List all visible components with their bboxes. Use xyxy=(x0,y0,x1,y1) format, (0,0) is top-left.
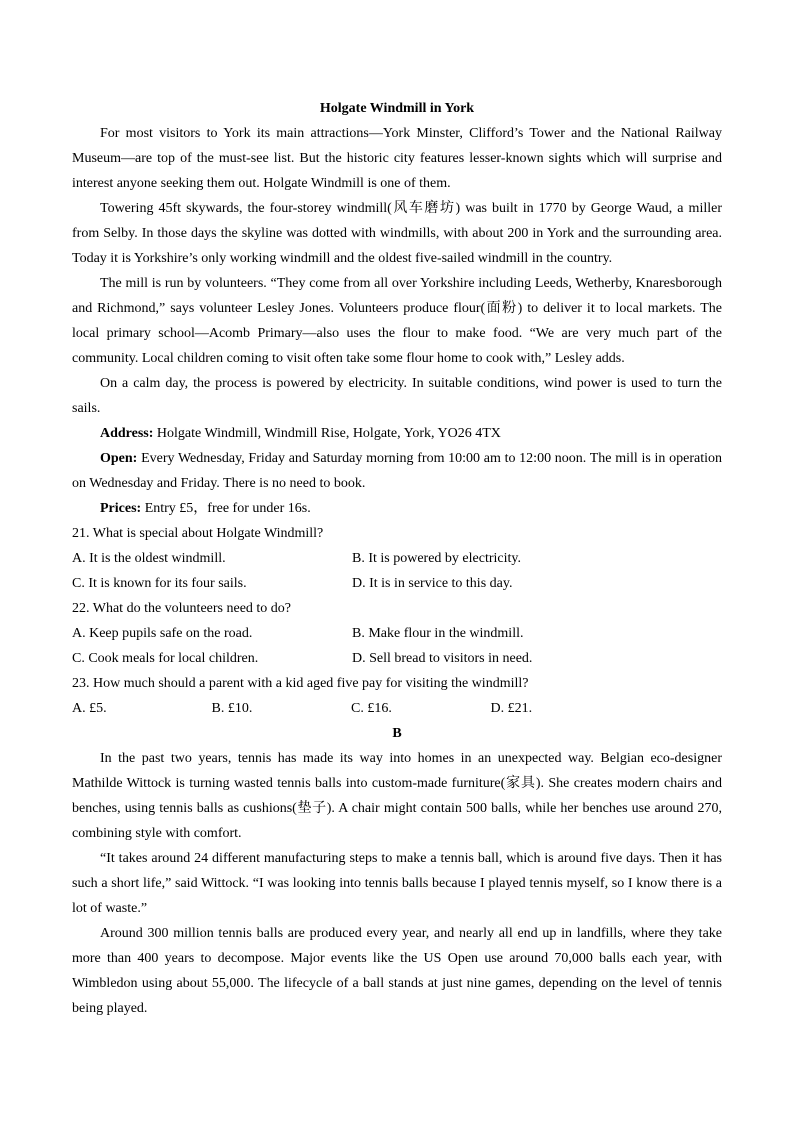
option-d: D. It is in service to this day. xyxy=(352,576,513,591)
passage-a-paragraph-1: For most visitors to York its main attractions—York Minster, Clifford’s Tower and the National Railway Museum—are top of the must-see list. But the historic city features lesser-known sights which will surprise and interest anyone seeking them out. Holgate Windmill is one of them. xyxy=(72,126,722,191)
question-stem: 23. How much should a parent with a kid aged five pay for visiting the windmill? xyxy=(72,676,529,691)
option-b: B. £10. xyxy=(211,701,253,716)
prices-line xyxy=(72,496,722,521)
option-a: A. It is the oldest windmill. xyxy=(72,551,226,566)
passage-b-paragraph-2: “It takes around 24 different manufacturing steps to make a tennis ball, which is around five days. Then it has such a short life,” said Wittock. “I was looking into tennis balls because I played tennis myself, so I know there is a lot of waste.” xyxy=(72,851,722,916)
passage-a-paragraph-4: On a calm day, the process is powered by electricity. In suitable conditions, wind power is used to turn the sails. xyxy=(72,376,722,416)
address-label: Address: xyxy=(100,426,154,441)
options-row xyxy=(72,696,722,721)
options-row xyxy=(72,621,722,646)
passage-b-paragraph-3: Around 300 million tennis balls are produced every year, and nearly all end up in landfills, where they take more than 400 years to decompose. Major events like the US Open use around 70,000 balls each year, with Wimbledon using about 55,000. The lifecycle of a ball stands at just nine games, depending on the level of tennis being played. xyxy=(72,926,722,1016)
option-a: A. £5. xyxy=(72,701,107,716)
options-row xyxy=(72,646,722,671)
question-stem: 21. What is special about Holgate Windmill? xyxy=(72,526,324,541)
option-d: D. £21. xyxy=(490,701,533,716)
question-23 xyxy=(72,671,722,721)
option-b: B. It is powered by electricity. xyxy=(352,551,521,566)
options-row xyxy=(72,546,722,571)
option-c: C. £16. xyxy=(351,701,392,716)
passage-a-title: Holgate Windmill in York xyxy=(319,101,475,116)
opening-hours-line xyxy=(72,446,722,496)
option-c: C. Cook meals for local children. xyxy=(72,651,259,666)
question-21 xyxy=(72,521,722,596)
option-b: B. Make flour in the windmill. xyxy=(352,626,524,641)
address-line xyxy=(72,421,722,446)
prices-label: Prices: xyxy=(100,501,142,516)
options-row xyxy=(72,571,722,596)
option-c: C. It is known for its four sails. xyxy=(72,576,247,591)
question-stem: 22. What do the volunteers need to do? xyxy=(72,601,292,616)
passage-a-paragraph-3: The mill is run by volunteers. “They come from all over Yorkshire including Leeds, Wetherby, Knaresborough and Richmond,” says volunteer Lesley Jones. Volunteers produce flour(面粉) to deliver it to local markets. The local primary school—Acomb Primary—also uses the flour to make food. “We are very much part of the community. Local children coming to visit often take some flour home to cook with,” Lesley adds. xyxy=(72,276,722,366)
opening-hours-label: Open: xyxy=(100,451,138,466)
prices-text: Entry £5，free for under 16s. xyxy=(144,501,311,516)
passage-a-paragraph-2: Towering 45ft skywards, the four-storey windmill(风车磨坊) was built in 1770 by George Waud, a miller from Selby. In those days the skyline was dotted with windmills, with about 200 in York and the surrounding area. Today it is Yorkshire’s only working windmill and the oldest five-sailed windmill in the country. xyxy=(72,201,722,266)
address-text: Holgate Windmill, Windmill Rise, Holgate, York, YO26 4TX xyxy=(156,426,501,441)
passage-b-heading: B xyxy=(392,726,402,741)
passage-b-paragraph-1: In the past two years, tennis has made its way into homes in an unexpected way. Belgian eco-designer Mathilde Wittock is turning wasted tennis balls into custom-made furniture(家具). She creates modern chairs and benches, using tennis balls as cushions(垫子). A chair might contain 500 balls, while her benches use around 270, combining style with comfort. xyxy=(72,751,722,841)
document-page xyxy=(72,96,722,1021)
option-a: A. Keep pupils safe on the road. xyxy=(72,626,253,641)
question-22 xyxy=(72,596,722,671)
opening-hours-text: Every Wednesday, Friday and Saturday morning from 10:00 am to 12:00 noon. The mill is in operation on Wednesday and Friday. There is no need to book. xyxy=(72,451,723,491)
option-d: D. Sell bread to visitors in need. xyxy=(352,651,533,666)
